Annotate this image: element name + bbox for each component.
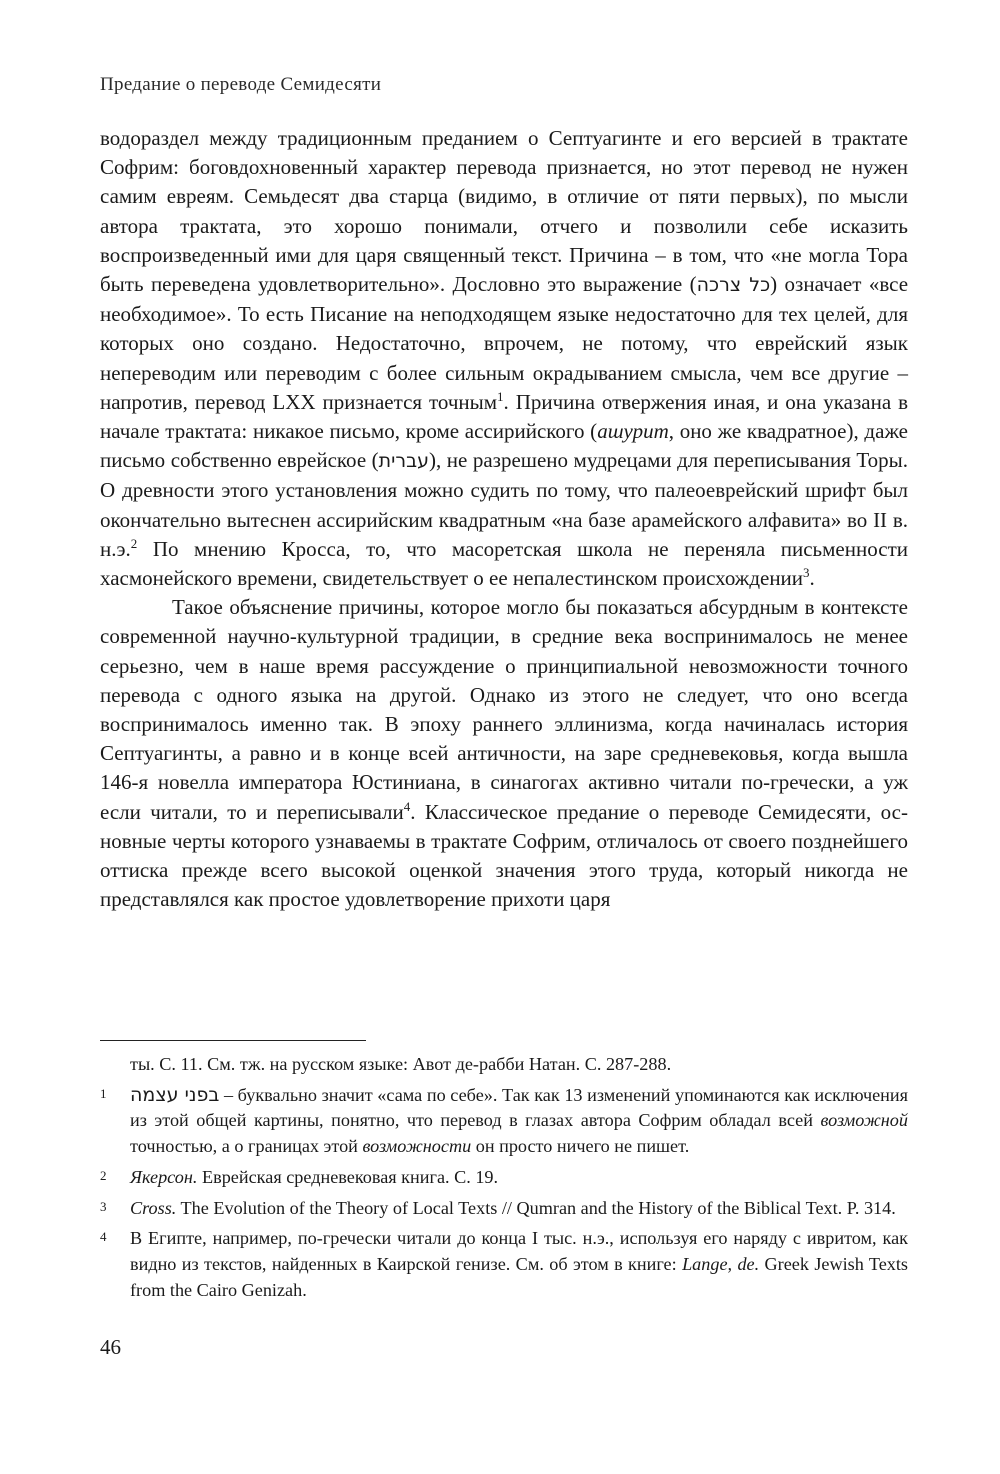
text-span: По мнению Кросса, то, что масоретская школа не переняла письменности хасмонейского времени, свидетельствует о ее непалестинском происхождении [100, 536, 908, 591]
author-name: Якерсон. [130, 1166, 198, 1187]
footnote-ref-1[interactable]: 1 [497, 388, 504, 404]
footnote-text [130, 1165, 908, 1191]
footnote-text [130, 1196, 908, 1222]
main-text [100, 124, 908, 914]
text-span: . Классическое предание о переводе Семидесяти, основные черты которого узнаваемы в трактате Софрим, отличалось от своего позднейшего оттиска прежде всего высокой оценкой значения этого труда, который никогда не представлялся как простое удовлетворение прихоти царя [100, 799, 908, 912]
author-name: Lange, de. [682, 1253, 760, 1274]
running-title: Предание о переводе Семидесяти [100, 74, 382, 95]
footnote-text [130, 1226, 908, 1303]
text-span: , оно же квадратное), даже письмо собственно еврейское ( [100, 419, 908, 473]
text-span: Такое объяснение причины, которое могло бы показаться абсурдным в контексте современной научно-культурной традиции, в средние века воспринималось не менее серьезно, чем в наше время рассуждение о принципиальной невозможности точного перевода с одного языка на другой. Однако из этого не следует, что оно всегда воспринималось именно так. В эпоху раннего эллинизма, когда начиналась история Септуагинты, а равно и в конце всей античности, на заре средневековья, когда вышла 146-я новелла императора Юстиниана, в синагогах активно читали по-гречески, а уж если читали, то и переписывали [100, 595, 908, 824]
text-span: Greek Jewish Texts from the Cairo Genizah. [130, 1253, 909, 1300]
text-span: В Египте, например, по-гречески читали до конца I тыс. н.э., используя его наряду с ивритом, как видно из текстов, найденных в Каирской генизе. См. об этом в книге: [130, 1228, 908, 1274]
footnote-number: 2 [100, 1167, 107, 1183]
footnote-ref-4[interactable]: 4 [403, 798, 411, 814]
text-span: The Evolution of the Theory of Local Texts // Qumran and the History of the Biblical Text. P. 314. [176, 1197, 896, 1218]
footnote-divider [100, 1040, 366, 1041]
hebrew-word: עברית [378, 450, 429, 473]
footnote-number: 4 [100, 1229, 107, 1245]
italic-term: возможности [362, 1136, 472, 1157]
text-span: . [809, 566, 815, 591]
footnote-1 [100, 1083, 908, 1160]
hebrew-phrase: כל צרכה [696, 274, 771, 297]
text-span: ) означает «все необходимое». То есть Писание на неподходящем языке недостаточно для тех целей, для которых оно создано. Недостаточно, впрочем, не потому, что еврейский язык непереводим или переводим с более сильным окрадыванием смысла, чем все другие – напротив, перевод LXX признается точным [100, 272, 909, 414]
footnote-ref-2[interactable]: 2 [130, 535, 138, 551]
footnote-number: 3 [100, 1198, 107, 1214]
italic-term: возможной [820, 1110, 908, 1131]
author-name: Cross. [130, 1197, 177, 1218]
footnote-3 [100, 1196, 908, 1222]
footnote-continuation: ты. С. 11. См. тж. на русском языке: Авот де-рабби Натан. С. 287-288. [130, 1054, 672, 1074]
footnote-number: 1 [100, 1085, 107, 1101]
text-span: ), не разрешено мудрецами для переписывания Торы. О древности этого установления можно судить по тому, что палеоеврейский шрифт был окончательно вытеснен ассирийским квадратным «на базе арамейского алфавита» во II в. н.э. [100, 448, 908, 561]
paragraph-2 [100, 593, 908, 914]
text-span: водораздел между традиционным преданием о Септуагинте и его версией в трактате Софрим: боговдохновенный характер перевода признается, но этот перевод не нужен самим евреям. Семьдесят два старца (видимо, в отличие от пяти первых), по мысли автора трактата, это хорошо понимали, отчего и позволили себе исказить воспроизведенный ими для царя священный текст. Причина – в том, что «не могла Тора быть переведена удовлетворительно». Дословно это выражение ( [100, 126, 908, 297]
italic-term: ашурит [597, 419, 669, 444]
text-span: он просто ничего не пишет. [471, 1136, 690, 1157]
paragraph-1 [100, 124, 908, 593]
footnote-4 [100, 1226, 908, 1303]
footnote-2 [100, 1165, 908, 1191]
page-number: 46 [100, 1335, 121, 1359]
text-span: – буквально значит «сама по себе». Так как 13 изменений упоминаются как исключения из этой общей картины, понятно, что перевод в глазах автора Софрим обладал всей [130, 1084, 908, 1131]
footnotes [100, 1052, 908, 1308]
text-span: . Причина отвержения иная, и она указана в начале трактата: никакое письмо, кроме ассирийского ( [100, 389, 908, 444]
hebrew-phrase: בפני עצמה [130, 1083, 220, 1106]
footnote-text [130, 1083, 908, 1160]
text-span: точностью, а о границах этой [130, 1136, 363, 1157]
text-span: Еврейская средневековая книга. С. 19. [197, 1166, 499, 1187]
footnote-ref-3[interactable]: 3 [803, 565, 810, 581]
